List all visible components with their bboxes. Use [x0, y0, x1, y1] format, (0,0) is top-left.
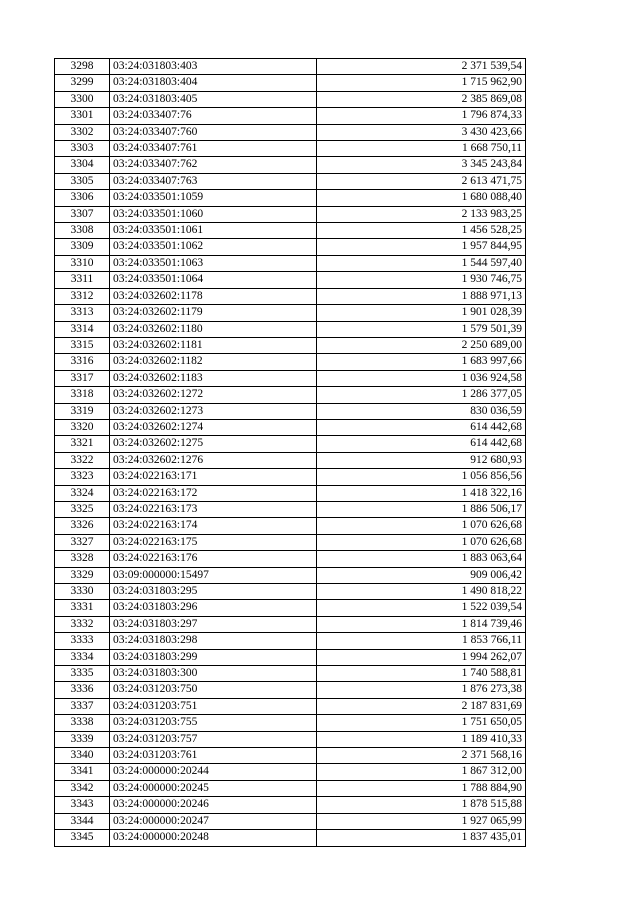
cadastral-number-cell: 03:24:033501:1061	[110, 223, 317, 239]
cadastral-value-cell: 830 036,59	[317, 403, 526, 419]
table-row	[55, 715, 526, 731]
cadastral-value-cell: 2 371 539,54	[317, 59, 526, 75]
cadastral-value-cell: 1 930 746,75	[317, 272, 526, 288]
table-row	[55, 600, 526, 616]
row-number-cell: 3337	[55, 698, 110, 714]
cadastral-value-cell: 1 683 997,66	[317, 354, 526, 370]
cadastral-number-cell: 03:24:032602:1275	[110, 436, 317, 452]
cadastral-value-cell: 912 680,93	[317, 452, 526, 468]
row-number-cell: 3311	[55, 272, 110, 288]
row-number-cell: 3333	[55, 633, 110, 649]
cadastral-number-cell: 03:24:000000:20247	[110, 813, 317, 829]
table-row	[55, 190, 526, 206]
cadastral-number-cell: 03:24:022163:174	[110, 518, 317, 534]
cadastral-value-cell: 1 927 065,99	[317, 813, 526, 829]
cadastral-number-cell: 03:24:033501:1064	[110, 272, 317, 288]
row-number-cell: 3317	[55, 370, 110, 386]
cadastral-number-cell: 03:24:033407:760	[110, 124, 317, 140]
cadastral-number-cell: 03:24:032602:1180	[110, 321, 317, 337]
row-number-cell: 3314	[55, 321, 110, 337]
cadastral-value-cell: 1 668 750,11	[317, 141, 526, 157]
cadastral-value-cell: 1 796 874,33	[317, 108, 526, 124]
cadastral-value-cell: 2 371 568,16	[317, 748, 526, 764]
row-number-cell: 3325	[55, 501, 110, 517]
cadastral-value-cell: 1 056 856,56	[317, 469, 526, 485]
table-row	[55, 75, 526, 91]
table-row	[55, 337, 526, 353]
table-row	[55, 108, 526, 124]
cadastral-value-cell: 1 490 818,22	[317, 584, 526, 600]
row-number-cell: 3326	[55, 518, 110, 534]
row-number-cell: 3305	[55, 173, 110, 189]
table-row	[55, 141, 526, 157]
cadastral-number-cell: 03:24:033501:1062	[110, 239, 317, 255]
cadastral-number-cell: 03:24:032602:1273	[110, 403, 317, 419]
cadastral-number-cell: 03:24:031203:761	[110, 748, 317, 764]
row-number-cell: 3336	[55, 682, 110, 698]
row-number-cell: 3344	[55, 813, 110, 829]
row-number-cell: 3332	[55, 616, 110, 632]
table-row	[55, 518, 526, 534]
row-number-cell: 3323	[55, 469, 110, 485]
cadastral-number-cell: 03:24:033407:762	[110, 157, 317, 173]
table-row	[55, 501, 526, 517]
cadastral-value-cell: 1 814 739,46	[317, 616, 526, 632]
cadastral-value-cell: 2 385 869,08	[317, 91, 526, 107]
cadastral-value-table	[54, 58, 526, 847]
cadastral-value-cell: 614 442,68	[317, 419, 526, 435]
table-row	[55, 534, 526, 550]
cadastral-value-cell: 1 286 377,05	[317, 387, 526, 403]
cadastral-value-cell: 1 522 039,54	[317, 600, 526, 616]
table-row	[55, 419, 526, 435]
row-number-cell: 3343	[55, 797, 110, 813]
row-number-cell: 3303	[55, 141, 110, 157]
row-number-cell: 3304	[55, 157, 110, 173]
table-row	[55, 698, 526, 714]
table-row	[55, 813, 526, 829]
row-number-cell: 3345	[55, 830, 110, 846]
cadastral-number-cell: 03:24:032602:1183	[110, 370, 317, 386]
cadastral-number-cell: 03:24:032602:1182	[110, 354, 317, 370]
table-row	[55, 206, 526, 222]
row-number-cell: 3316	[55, 354, 110, 370]
table-row	[55, 830, 526, 846]
row-number-cell: 3313	[55, 305, 110, 321]
cadastral-value-cell: 2 187 831,69	[317, 698, 526, 714]
cadastral-number-cell: 03:24:033407:76	[110, 108, 317, 124]
cadastral-value-cell: 1 544 597,40	[317, 255, 526, 271]
row-number-cell: 3319	[55, 403, 110, 419]
cadastral-value-cell: 1 579 501,39	[317, 321, 526, 337]
table-row	[55, 255, 526, 271]
cadastral-value-cell: 2 250 689,00	[317, 337, 526, 353]
cadastral-number-cell: 03:24:031203:755	[110, 715, 317, 731]
table-row	[55, 354, 526, 370]
cadastral-value-cell: 1 715 962,90	[317, 75, 526, 91]
cadastral-value-cell: 1 883 063,64	[317, 551, 526, 567]
row-number-cell: 3339	[55, 731, 110, 747]
row-number-cell: 3327	[55, 534, 110, 550]
cadastral-value-cell: 909 006,42	[317, 567, 526, 583]
cadastral-number-cell: 03:24:031803:299	[110, 649, 317, 665]
cadastral-number-cell: 03:24:032602:1181	[110, 337, 317, 353]
cadastral-value-cell: 1 418 322,16	[317, 485, 526, 501]
row-number-cell: 3312	[55, 288, 110, 304]
cadastral-value-cell: 1 036 924,58	[317, 370, 526, 386]
table-row	[55, 551, 526, 567]
cadastral-number-cell: 03:24:031203:750	[110, 682, 317, 698]
cadastral-number-cell: 03:24:033407:761	[110, 141, 317, 157]
cadastral-number-cell: 03:24:032602:1178	[110, 288, 317, 304]
cadastral-value-cell: 614 442,68	[317, 436, 526, 452]
table-row	[55, 272, 526, 288]
cadastral-value-cell: 2 133 983,25	[317, 206, 526, 222]
cadastral-value-cell: 1 751 650,05	[317, 715, 526, 731]
cadastral-value-cell: 1 680 088,40	[317, 190, 526, 206]
cadastral-number-cell: 03:24:000000:20245	[110, 780, 317, 796]
cadastral-value-cell: 1 070 626,68	[317, 534, 526, 550]
cadastral-value-cell: 1 876 273,38	[317, 682, 526, 698]
cadastral-value-cell: 1 837 435,01	[317, 830, 526, 846]
row-number-cell: 3338	[55, 715, 110, 731]
table-row	[55, 797, 526, 813]
row-number-cell: 3320	[55, 419, 110, 435]
cadastral-number-cell: 03:24:000000:20246	[110, 797, 317, 813]
table-row	[55, 748, 526, 764]
row-number-cell: 3322	[55, 452, 110, 468]
cadastral-number-cell: 03:24:033501:1059	[110, 190, 317, 206]
cadastral-value-cell: 3 430 423,66	[317, 124, 526, 140]
table-row	[55, 436, 526, 452]
row-number-cell: 3301	[55, 108, 110, 124]
table-row	[55, 288, 526, 304]
table-row	[55, 584, 526, 600]
table-row	[55, 452, 526, 468]
table-row	[55, 469, 526, 485]
row-number-cell: 3342	[55, 780, 110, 796]
cadastral-number-cell: 03:09:000000:15497	[110, 567, 317, 583]
table-row	[55, 124, 526, 140]
row-number-cell: 3309	[55, 239, 110, 255]
row-number-cell: 3310	[55, 255, 110, 271]
cadastral-number-cell: 03:24:022163:172	[110, 485, 317, 501]
cadastral-number-cell: 03:24:031803:405	[110, 91, 317, 107]
cadastral-value-cell: 3 345 243,84	[317, 157, 526, 173]
row-number-cell: 3321	[55, 436, 110, 452]
row-number-cell: 3341	[55, 764, 110, 780]
row-number-cell: 3299	[55, 75, 110, 91]
table-row	[55, 305, 526, 321]
row-number-cell: 3331	[55, 600, 110, 616]
table-row	[55, 649, 526, 665]
row-number-cell: 3306	[55, 190, 110, 206]
table-row	[55, 616, 526, 632]
table-body	[55, 59, 526, 847]
cadastral-value-cell: 1 189 410,33	[317, 731, 526, 747]
row-number-cell: 3340	[55, 748, 110, 764]
cadastral-number-cell: 03:24:031803:404	[110, 75, 317, 91]
cadastral-number-cell: 03:24:031803:298	[110, 633, 317, 649]
cadastral-value-cell: 1 456 528,25	[317, 223, 526, 239]
cadastral-value-cell: 1 994 262,07	[317, 649, 526, 665]
cadastral-number-cell: 03:24:031803:403	[110, 59, 317, 75]
row-number-cell: 3307	[55, 206, 110, 222]
row-number-cell: 3328	[55, 551, 110, 567]
table-row	[55, 731, 526, 747]
cadastral-number-cell: 03:24:000000:20244	[110, 764, 317, 780]
cadastral-value-cell: 1 853 766,11	[317, 633, 526, 649]
row-number-cell: 3308	[55, 223, 110, 239]
cadastral-number-cell: 03:24:022163:171	[110, 469, 317, 485]
cadastral-number-cell: 03:24:032602:1179	[110, 305, 317, 321]
table-row	[55, 157, 526, 173]
cadastral-number-cell: 03:24:032602:1274	[110, 419, 317, 435]
table-row	[55, 682, 526, 698]
cadastral-number-cell: 03:24:022163:176	[110, 551, 317, 567]
cadastral-value-cell: 1 957 844,95	[317, 239, 526, 255]
row-number-cell: 3302	[55, 124, 110, 140]
cadastral-number-cell: 03:24:022163:173	[110, 501, 317, 517]
row-number-cell: 3330	[55, 584, 110, 600]
table-row	[55, 59, 526, 75]
table-row	[55, 91, 526, 107]
row-number-cell: 3298	[55, 59, 110, 75]
row-number-cell: 3324	[55, 485, 110, 501]
row-number-cell: 3335	[55, 666, 110, 682]
cadastral-number-cell: 03:24:031203:751	[110, 698, 317, 714]
row-number-cell: 3300	[55, 91, 110, 107]
cadastral-number-cell: 03:24:022163:175	[110, 534, 317, 550]
cadastral-number-cell: 03:24:032602:1276	[110, 452, 317, 468]
cadastral-number-cell: 03:24:033407:763	[110, 173, 317, 189]
cadastral-number-cell: 03:24:031803:295	[110, 584, 317, 600]
cadastral-value-cell: 2 613 471,75	[317, 173, 526, 189]
table-row	[55, 223, 526, 239]
table-row	[55, 633, 526, 649]
cadastral-value-cell: 1 740 588,81	[317, 666, 526, 682]
cadastral-value-cell: 1 867 312,00	[317, 764, 526, 780]
row-number-cell: 3318	[55, 387, 110, 403]
cadastral-number-cell: 03:24:032602:1272	[110, 387, 317, 403]
cadastral-number-cell: 03:24:031803:297	[110, 616, 317, 632]
cadastral-number-cell: 03:24:033501:1063	[110, 255, 317, 271]
cadastral-value-cell: 1 886 506,17	[317, 501, 526, 517]
cadastral-value-cell: 1 070 626,68	[317, 518, 526, 534]
row-number-cell: 3329	[55, 567, 110, 583]
cadastral-number-cell: 03:24:031803:296	[110, 600, 317, 616]
cadastral-value-cell: 1 878 515,88	[317, 797, 526, 813]
cadastral-number-cell: 03:24:033501:1060	[110, 206, 317, 222]
row-number-cell: 3334	[55, 649, 110, 665]
table-row	[55, 485, 526, 501]
cadastral-value-cell: 1 888 971,13	[317, 288, 526, 304]
table-row	[55, 403, 526, 419]
cadastral-value-cell: 1 788 884,90	[317, 780, 526, 796]
table-row	[55, 239, 526, 255]
table-row	[55, 666, 526, 682]
table-row	[55, 764, 526, 780]
row-number-cell: 3315	[55, 337, 110, 353]
cadastral-number-cell: 03:24:031203:757	[110, 731, 317, 747]
table-row	[55, 321, 526, 337]
table-row	[55, 567, 526, 583]
table-row	[55, 173, 526, 189]
table-row	[55, 780, 526, 796]
cadastral-value-cell: 1 901 028,39	[317, 305, 526, 321]
table-row	[55, 370, 526, 386]
cadastral-number-cell: 03:24:031803:300	[110, 666, 317, 682]
cadastral-number-cell: 03:24:000000:20248	[110, 830, 317, 846]
table-row	[55, 387, 526, 403]
